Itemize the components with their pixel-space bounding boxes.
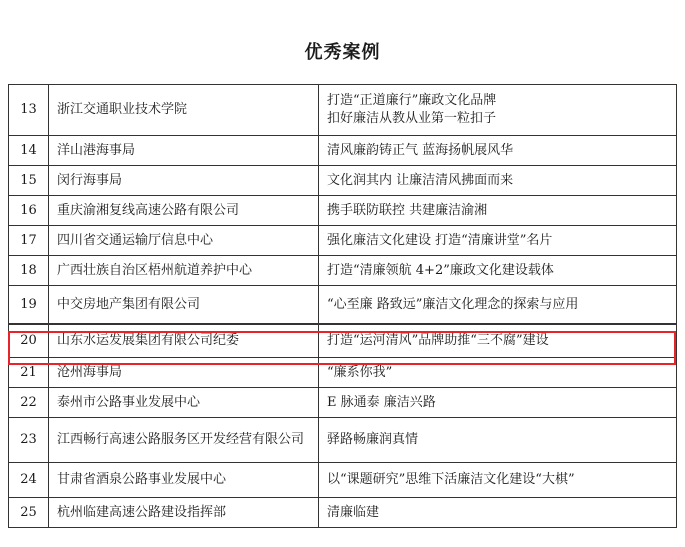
unit-name: 江西畅行高速公路服务区开发经营有限公司 (49, 418, 319, 463)
row-number: 18 (9, 256, 49, 286)
row-number: 16 (9, 196, 49, 226)
unit-name: 闵行海事局 (49, 166, 319, 196)
table-row (9, 136, 677, 166)
row-number: 13 (9, 85, 49, 136)
case-title: 打造“清廉领航 4+2”廉政文化建设载体 (319, 256, 677, 286)
unit-name: 中交房地产集团有限公司 (49, 286, 319, 325)
unit-name: 泰州市公路事业发展中心 (49, 388, 319, 418)
case-title: 携手联防联控 共建廉洁渝湘 (319, 196, 677, 226)
unit-name: 沧州海事局 (49, 358, 319, 388)
unit-name: 重庆渝湘复线高速公路有限公司 (49, 196, 319, 226)
case-title (319, 85, 677, 136)
case-title: 强化廉洁文化建设 打造“清廉讲堂”名片 (319, 226, 677, 256)
row-number: 22 (9, 388, 49, 418)
page-title: 优秀案例 (304, 42, 381, 63)
unit-name: 四川省交通运输厅信息中心 (49, 226, 319, 256)
unit-name: 杭州临建高速公路建设指挥部 (49, 498, 319, 528)
row-number: 14 (9, 136, 49, 166)
row-number: 24 (9, 463, 49, 498)
table-row-highlighted (9, 324, 677, 358)
case-title: 以“课题研究”思维下活廉洁文化建设“大棋” (319, 463, 677, 498)
cases-table (8, 84, 677, 528)
table-row (9, 226, 677, 256)
case-line: 打造“正道廉行”廉政文化品牌 (327, 93, 497, 108)
table-row (9, 358, 677, 388)
case-title: 文化润其内 让廉洁清风拂面而来 (319, 166, 677, 196)
table-row (9, 166, 677, 196)
row-number: 25 (9, 498, 49, 528)
case-title: “廉系你我” (319, 358, 677, 388)
table-row (9, 418, 677, 463)
case-title: 驿路畅廉润真情 (319, 418, 677, 463)
row-number: 15 (9, 166, 49, 196)
case-title: 打造“运河清风”品牌助推“三不腐”建设 (319, 324, 677, 358)
row-number: 23 (9, 418, 49, 463)
case-title: E 脉通泰 廉洁兴路 (319, 388, 677, 418)
case-title: 清廉临建 (319, 498, 677, 528)
table-row (9, 388, 677, 418)
case-line: 扣好廉洁从教从业第一粒扣子 (327, 111, 497, 126)
case-title: 清风廉韵铸正气 蓝海扬帆展风华 (319, 136, 677, 166)
unit-name: 山东水运发展集团有限公司纪委 (49, 324, 319, 358)
table-row (9, 256, 677, 286)
unit-name: 浙江交通职业技术学院 (49, 85, 319, 136)
table-row (9, 85, 677, 136)
table-row (9, 286, 677, 325)
row-number: 19 (9, 286, 49, 325)
row-number: 21 (9, 358, 49, 388)
unit-name: 广西壮族自治区梧州航道养护中心 (49, 256, 319, 286)
table-row (9, 463, 677, 498)
table-row (9, 498, 677, 528)
row-number: 20 (9, 324, 49, 358)
unit-name: 洋山港海事局 (49, 136, 319, 166)
unit-name: 甘肃省酒泉公路事业发展中心 (49, 463, 319, 498)
table-row (9, 196, 677, 226)
row-number: 17 (9, 226, 49, 256)
case-title: “心至廉 路致远”廉洁文化理念的探索与应用 (319, 286, 677, 325)
